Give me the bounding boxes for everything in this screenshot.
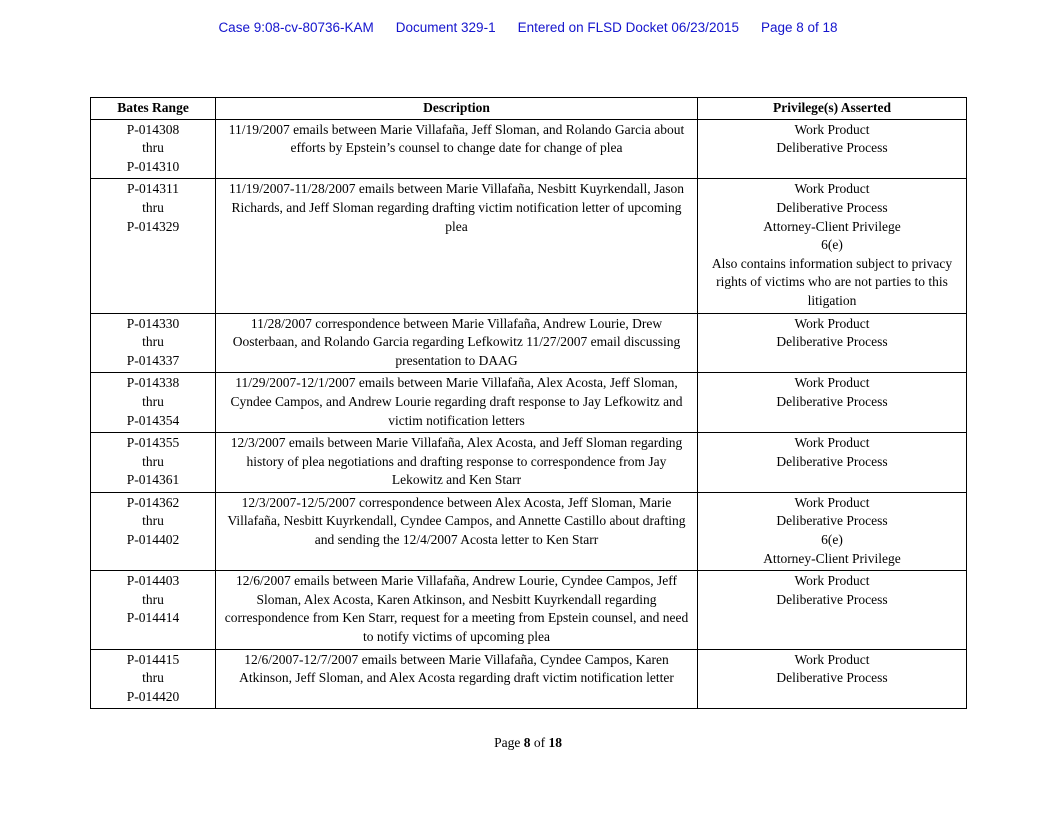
table-row <box>91 433 967 493</box>
table-row <box>91 649 967 709</box>
column-header-description: Description <box>216 98 698 120</box>
privilege-line: Work Product <box>794 435 870 451</box>
privilege-log-table <box>90 97 967 709</box>
privilege-line: Deliberative Process <box>776 393 888 409</box>
bates-end: P-014361 <box>126 472 180 488</box>
bates-range-cell <box>91 571 216 649</box>
privileges-cell <box>698 179 967 313</box>
table-row <box>91 571 967 649</box>
bates-thru: thru <box>142 513 164 529</box>
privilege-line: Deliberative Process <box>776 591 888 607</box>
bates-range-cell <box>91 179 216 313</box>
court-stamp-header <box>0 20 1056 35</box>
stamp-docket-entry: Entered on FLSD Docket 06/23/2015 <box>517 20 739 35</box>
bates-end: P-014310 <box>126 158 180 174</box>
bates-range-cell <box>91 433 216 493</box>
bates-start: P-014415 <box>126 651 180 667</box>
bates-range-cell <box>91 313 216 373</box>
privilege-line: Deliberative Process <box>776 334 888 350</box>
table-row <box>91 373 967 433</box>
privileges-cell <box>698 571 967 649</box>
privilege-line: 6(e) <box>821 237 843 253</box>
bates-thru: thru <box>142 453 164 469</box>
bates-thru: thru <box>142 334 164 350</box>
bates-start: P-014403 <box>126 573 180 589</box>
privilege-line: Work Product <box>794 181 870 197</box>
bates-thru: thru <box>142 199 164 215</box>
privilege-line: Attorney-Client Privilege <box>763 550 901 566</box>
privileges-cell <box>698 373 967 433</box>
privilege-log-container <box>90 97 966 709</box>
table-row <box>91 313 967 373</box>
privileges-cell <box>698 313 967 373</box>
bates-end: P-014420 <box>126 688 180 704</box>
privilege-line: Deliberative Process <box>776 199 888 215</box>
bates-start: P-014311 <box>126 181 179 197</box>
privilege-line: Deliberative Process <box>776 513 888 529</box>
bates-start: P-014308 <box>126 121 180 137</box>
table-header-row <box>91 98 967 120</box>
bates-range-cell <box>91 119 216 179</box>
privilege-line: 6(e) <box>821 532 843 548</box>
privilege-line: Work Product <box>794 494 870 510</box>
bates-thru: thru <box>142 393 164 409</box>
description-cell: 11/19/2007-11/28/2007 emails between Marie Villafaña, Nesbitt Kuyrkendall, Jason Richards, and Jeff Sloman regarding drafting victim notification letter of upcoming plea <box>216 179 698 313</box>
bates-start: P-014330 <box>126 315 180 331</box>
privilege-line: Deliberative Process <box>776 453 888 469</box>
bates-end: P-014402 <box>126 532 180 548</box>
description-cell: 11/29/2007-12/1/2007 emails between Marie Villafaña, Alex Acosta, Jeff Sloman, Cyndee Campos, and Andrew Lourie regarding draft response to Jay Lefkowitz and victim notification letters <box>216 373 698 433</box>
footer-page-number: 8 <box>523 735 531 750</box>
privileges-cell <box>698 119 967 179</box>
description-cell: 11/28/2007 correspondence between Marie Villafaña, Andrew Lourie, Drew Oosterbaan, and Rolando Garcia regarding Lefkowitz 11/27/2007 email discussing presentation to DAAG <box>216 313 698 373</box>
description-cell: 12/6/2007 emails between Marie Villafaña, Andrew Lourie, Cyndee Campos, Jeff Sloman, Alex Acosta, Karen Atkinson, and Nesbitt Kuyrkendall regarding correspondence from Ken Starr, request for a meeting from Epstein counsel, and need to notify victims of upcoming plea <box>216 571 698 649</box>
privilege-line: Attorney-Client Privilege <box>763 218 901 234</box>
bates-end: P-014354 <box>126 412 180 428</box>
footer-page-label: Page <box>494 735 521 750</box>
stamp-page-number: Page 8 of 18 <box>760 20 838 35</box>
column-header-bates-range: Bates Range <box>91 98 216 120</box>
stamp-case-number: Case 9:08-cv-80736-KAM <box>218 20 374 35</box>
footer-of-label: of <box>533 735 546 750</box>
bates-range-cell <box>91 649 216 709</box>
bates-thru: thru <box>142 591 164 607</box>
bates-end: P-014337 <box>126 352 180 368</box>
privilege-line: Deliberative Process <box>776 140 888 156</box>
stamp-document-number: Document 329-1 <box>395 20 496 35</box>
bates-range-cell <box>91 492 216 570</box>
privilege-line: Deliberative Process <box>776 670 888 686</box>
privilege-line: Work Product <box>794 375 870 391</box>
bates-start: P-014362 <box>126 494 180 510</box>
description-cell: 12/3/2007-12/5/2007 correspondence between Alex Acosta, Jeff Sloman, Marie Villafaña, Nesbitt Kuyrkendall, Cyndee Campos, and Annette Castillo about drafting and sending the 12/4/2007 Acosta letter to Ken Starr <box>216 492 698 570</box>
bates-start: P-014338 <box>126 375 180 391</box>
bates-thru: thru <box>142 670 164 686</box>
privilege-line: Work Product <box>794 121 870 137</box>
privileges-cell <box>698 649 967 709</box>
bates-start: P-014355 <box>126 435 180 451</box>
privilege-line: Work Product <box>794 315 870 331</box>
description-cell: 12/6/2007-12/7/2007 emails between Marie Villafaña, Cyndee Campos, Karen Atkinson, Jeff Sloman, and Alex Acosta regarding draft victim notification letter <box>216 649 698 709</box>
table-row <box>91 179 967 313</box>
bates-thru: thru <box>142 140 164 156</box>
privileges-cell <box>698 433 967 493</box>
table-row <box>91 119 967 179</box>
column-header-privileges-asserted: Privilege(s) Asserted <box>698 98 967 120</box>
bates-end: P-014414 <box>126 610 180 626</box>
privileges-cell <box>698 492 967 570</box>
description-cell: 12/3/2007 emails between Marie Villafaña, Alex Acosta, and Jeff Sloman regarding history of plea negotiations and drafting response to correspondence from Jay Lekowitz and Ken Starr <box>216 433 698 493</box>
privilege-line: Also contains information subject to privacy rights of victims who are not parties to this litigation <box>711 255 953 308</box>
description-cell: 11/19/2007 emails between Marie Villafaña, Jeff Sloman, and Rolando Garcia about efforts by Epstein’s counsel to change date for change of plea <box>216 119 698 179</box>
bates-range-cell <box>91 373 216 433</box>
privilege-line: Work Product <box>794 651 870 667</box>
page-footer <box>0 735 1056 751</box>
table-row <box>91 492 967 570</box>
footer-total-pages: 18 <box>548 735 562 750</box>
bates-end: P-014329 <box>126 218 180 234</box>
privilege-line: Work Product <box>794 573 870 589</box>
